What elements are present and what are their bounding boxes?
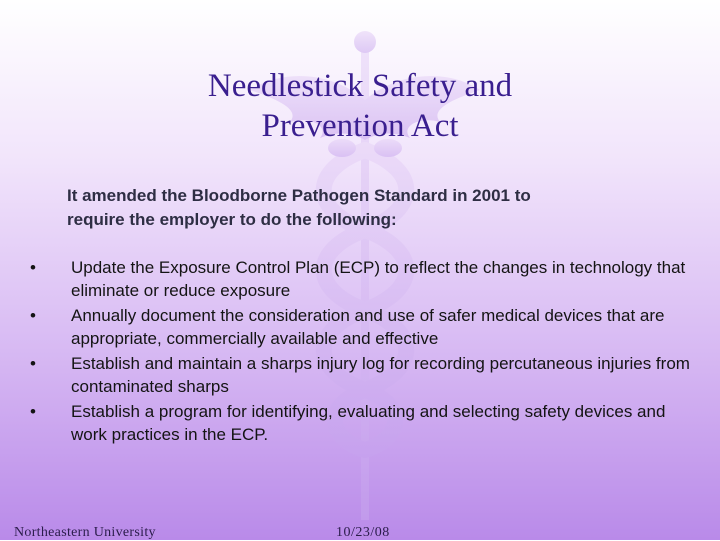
bullet-icon: • bbox=[30, 354, 36, 373]
list-item bbox=[30, 353, 700, 398]
list-item-text: Update the Exposure Control Plan (ECP) to reflect the changes in technology that eliminate or reduce exposure bbox=[71, 258, 686, 300]
bullet-list bbox=[30, 257, 700, 449]
slide-title bbox=[0, 66, 720, 146]
footer-date: 10/23/08 bbox=[336, 525, 390, 540]
list-item-text: Establish and maintain a sharps injury log for recording percutaneous injuries from contaminated sharps bbox=[71, 354, 690, 396]
footer-organization: Northeastern University bbox=[14, 525, 156, 540]
title-line-1: Needlestick Safety and bbox=[207, 68, 513, 104]
intro-line-2: require the employer to do the following: bbox=[67, 210, 397, 229]
list-item-text: Establish a program for identifying, evaluating and selecting safety devices and work practices in the ECP. bbox=[71, 402, 666, 444]
list-item bbox=[30, 305, 700, 350]
list-item-text: Annually document the consideration and use of safer medical devices that are appropriate, commercially available and effective bbox=[71, 306, 665, 348]
bullet-icon: • bbox=[30, 258, 36, 277]
list-item bbox=[30, 257, 700, 302]
bullet-icon: • bbox=[30, 402, 36, 421]
intro-text bbox=[67, 184, 667, 232]
intro-line-1: It amended the Bloodborne Pathogen Standard in 2001 to bbox=[67, 186, 531, 205]
list-item bbox=[30, 401, 700, 446]
title-line-2: Prevention Act bbox=[261, 108, 459, 144]
bullet-icon: • bbox=[30, 306, 36, 325]
